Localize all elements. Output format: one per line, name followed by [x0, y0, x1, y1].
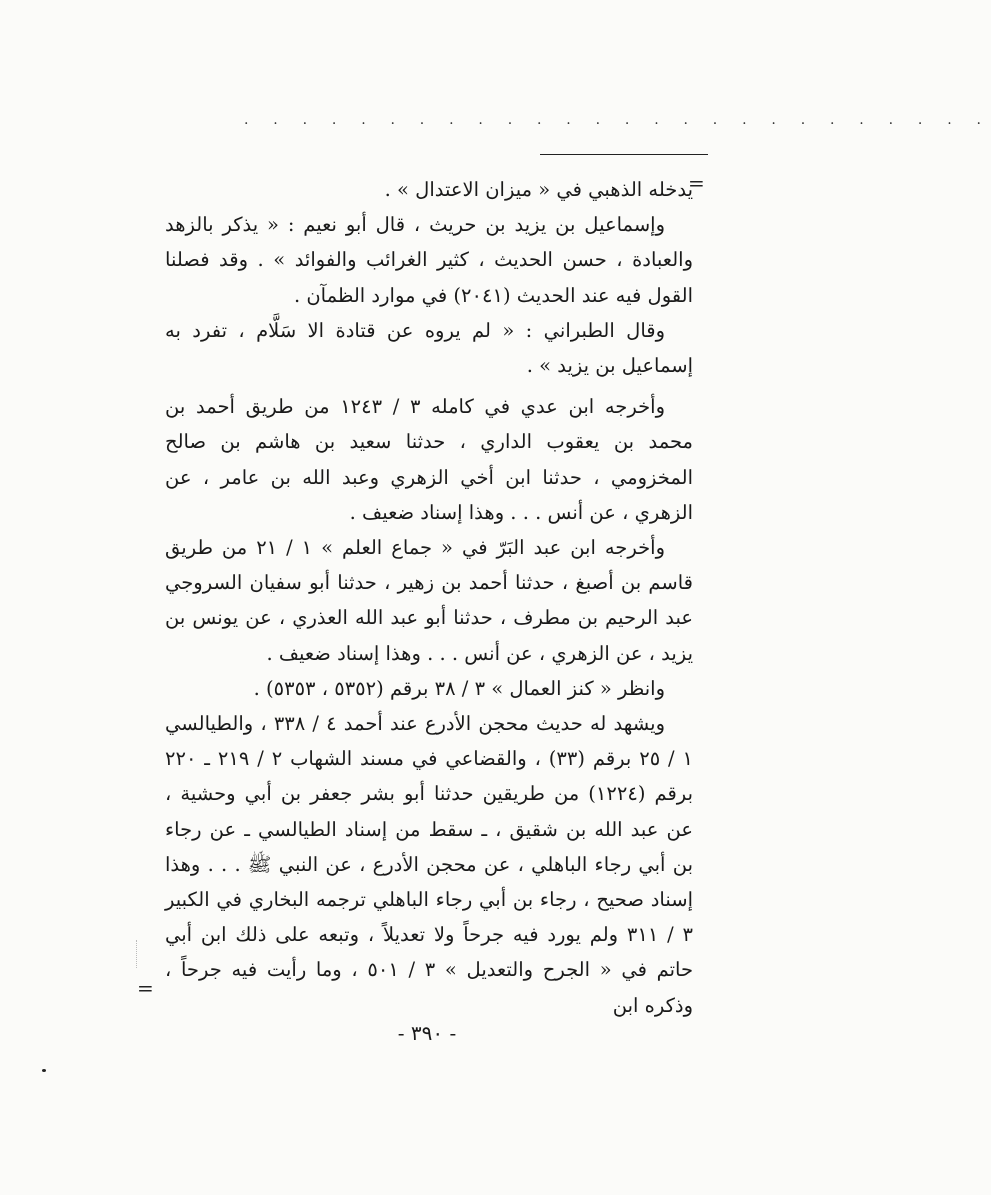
paragraph-2: وإسماعيل بن يزيد بن حريث ، قال أبو نعيم : « يذكر بالزهد والعبادة ، حسن الحديث ، كثير الغرائب والفوائد » . وقد فصلنا القول فيه عند الحديث (٢٠٤١) في موارد الظمآن . [165, 213, 693, 307]
paragraph-5: وأخرجه ابن عبد البَرّ في « جماع العلم » ١ / ٢١ من طريق قاسم بن أصبغ ، حدثنا أحمد بن زهير ، حدثنا أبو سفيان السروجي عبد الرحيم بن مطرف ، حدثنا أبو عبد الله العذري ، عن يونس بن يزيد ، عن الزهري ، عن أنس . . . وهذا إسناد ضعيف . [165, 536, 693, 665]
continuation-mark-top: = [688, 171, 705, 195]
margin-line [136, 940, 137, 968]
continuation-mark-bottom: = [137, 976, 154, 1000]
body-text [165, 172, 693, 1023]
footnote-dots: . . . . . . . . . . . . . . . . . . . . . . . . . . [244, 112, 991, 128]
paragraph-7: ويشهد له حديث محجن الأدرع عند أحمد ٤ / ٣٣٨ ، والطيالسي ١ / ٢٥ برقم (٣٣) ، والقضاعي في مسند الشهاب ٢ / ٢١٩ ـ ٢٢٠ برقم (١٢٢٤) من طريقين حدثنا أبو بشر جعفر بن أبي وحشية ، عن عبد الله بن شقيق ، ـ سقط من إسناد الطيالسي ـ عن رجاء بن أبي رجاء الباهلي ، عن محجن الأدرع ، عن النبي ﷺ . . . وهذا إسناد صحيح ، رجاء بن أبي رجاء الباهلي ترجمه البخاري في الكبير ٣ / ٣١١ ولم يورد فيه جرحاً ولا تعديلاً ، وتبعه على ذلك ابن أبي حاتم في « الجرح والتعديل » ٣ / ٥٠١ ، وما رأيت فيه جرحاً ، وذكره ابن [165, 712, 694, 1017]
footnote-rule [540, 154, 708, 155]
page-number: - ٣٩٠ - [397, 1021, 457, 1045]
paragraph-4: وأخرجه ابن عدي في كامله ٣ / ١٢٤٣ من طريق أحمد بن محمد بن يعقوب الداري ، حدثنا سعيد بن هاشم بن صالح المخزومي ، حدثنا ابن أخي الزهري وعبد الله بن عامر ، عن الزهري ، عن أنس . . . وهذا إسناد ضعيف . [165, 395, 693, 524]
scan-speck [42, 1069, 46, 1072]
paragraph-6: وانظر « كنز العمال » ٣ / ٣٨ برقم (٥٣٥٢ ، ٥٣٥٣) . [253, 676, 665, 700]
paragraph-1: يدخله الذهبي في « ميزان الاعتدال » . [384, 178, 693, 201]
paragraph-3: وقال الطبراني : « لم يروه عن قتادة الا سَلَّام ، تفرد به إسماعيل بن يزيد » . [165, 318, 693, 378]
